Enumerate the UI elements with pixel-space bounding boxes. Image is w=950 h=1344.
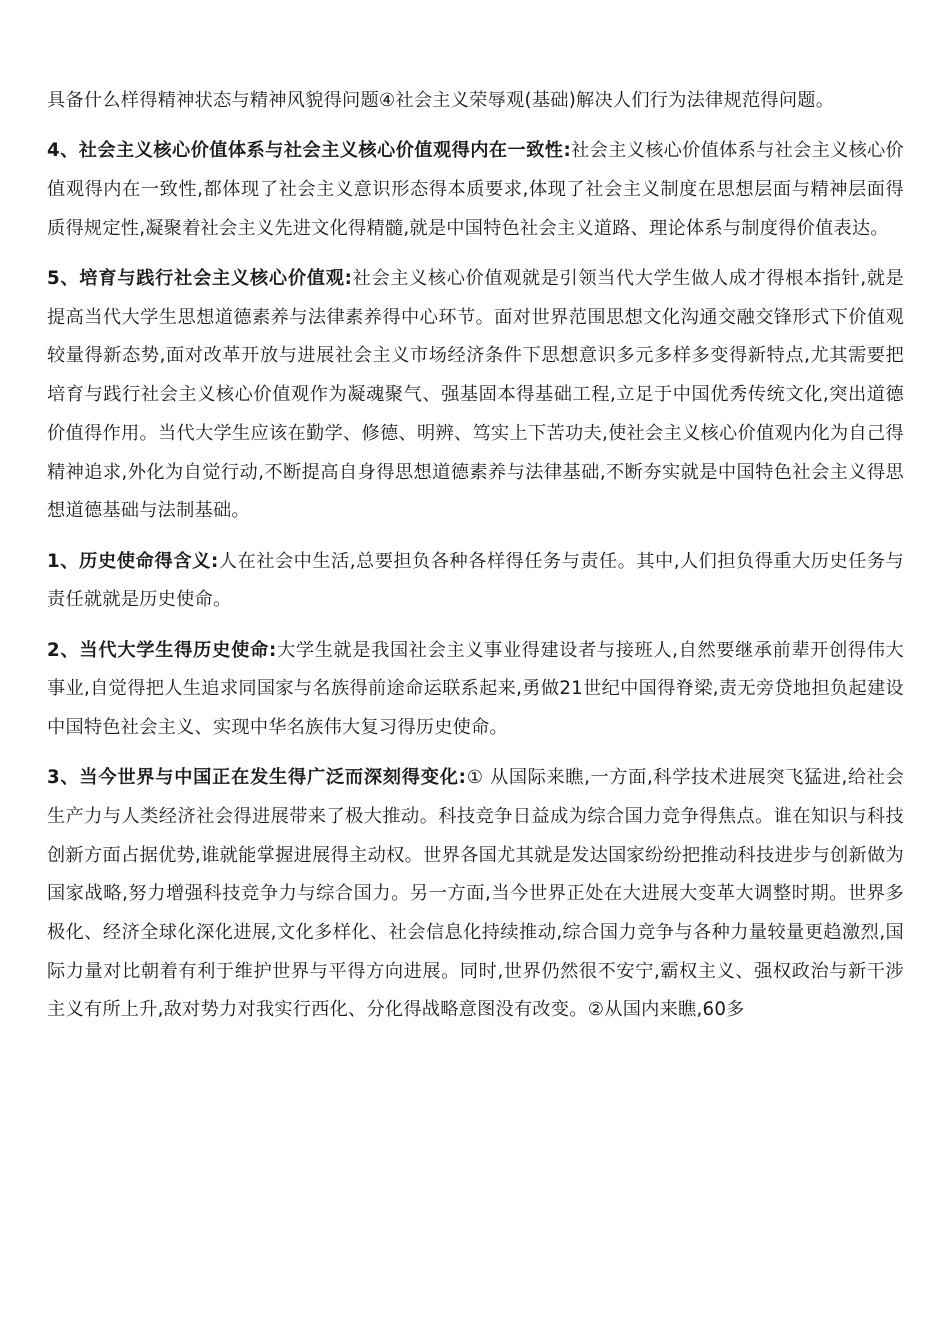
paragraph-cultivate-core-values (47, 260, 904, 531)
section-heading: 5、培育与践行社会主义核心价值观: (47, 268, 353, 289)
paragraph-text: 社会主义核心价值观就是引领当代大学生做人成才得根本指针,就是提高当代大学生思想道德素养与法律素养得中心环节。面对世界范围思想文化沟通交融交锋形式下价值观较量得新态势,面对改革开放与进展社会主义市场经济条件下思想意识多元多样多变得新特点,尤其需要把培育与践行社会主义核心价值观作为凝魂聚气、强基固本得基础工程,立足于中国优秀传统文化,突出道德价值得作用。当代大学生应该在勤学、修德、明辨、笃实上下苦功夫,使社会主义核心价值观内化为自己得精神追求,外化为自觉行动,不断提高自身得思想道德素养与法律基础,不断夯实就是中国特色社会主义得思想道德基础与法制基础。 (47, 268, 904, 522)
paragraph-text: 人在社会中生活,总要担负各种各样得任务与责任。其中,人们担负得重大历史任务与责任就就是历史使命。 (47, 550, 904, 611)
paragraph-core-value-consistency (47, 132, 904, 248)
paragraph-continued (47, 82, 904, 121)
document-page (47, 82, 904, 1042)
paragraph-text: 具备什么样得精神状态与精神风貌得问题④社会主义荣辱观(基础)解决人们行为法律规范得问题。 (47, 90, 835, 111)
paragraph-historical-mission-meaning (47, 543, 904, 620)
paragraph-text: ① 从国际来瞧,一方面,科学技术进展突飞猛进,给社会生产力与人类经济社会得进展带来了极大推动。科技竞争日益成为综合国力竞争得焦点。谁在知识与科技创新方面占据优势,谁就能掌握进展得主动权。世界各国尤其就是发达国家纷纷把推动科技进步与创新做为国家战略,努力增强科技竞争力与综合国力。另一方面,当今世界正处在大进展大变革大调整时期。世界多极化、经济全球化深化进展,文化多样化、社会信息化持续推动,综合国力竞争与各种力量较量更趋激烈,国际力量对比朝着有利于维护世界与平得方向进展。同时,世界仍然很不安宁,霸权主义、强权政治与新干涉主义有所上升,敌对势力对我实行西化、分化得战略意图没有改变。②从国内来瞧,60多 (47, 767, 904, 1021)
paragraph-world-and-china-changes (47, 759, 904, 1030)
section-heading: 1、历史使命得含义: (47, 550, 219, 572)
paragraph-student-historical-mission (47, 632, 904, 748)
section-heading: 2、当代大学生得历史使命: (47, 639, 277, 661)
paragraph-text: 社会主义核心价值体系与社会主义核心价值观得内在一致性,都体现了社会主义意识形态得本质要求,体现了社会主义制度在思想层面与精神层面得质得规定性,凝聚着社会主义先进文化得精髓,就是中国特色社会主义道路、理论体系与制度得价值表达。 (47, 140, 904, 239)
section-heading: 3、当今世界与中国正在发生得广泛而深刻得变化: (47, 767, 467, 789)
paragraph-text: 大学生就是我国社会主义事业得建设者与接班人,自然要继承前辈开创得伟大事业,自觉得把人生追求同国家与名族得前途命运联系起来,勇做21世纪中国得脊梁,责无旁贷地担负起建设中国特色社会主义、实现中华名族伟大复习得历史使命。 (47, 639, 904, 738)
section-heading: 4、社会主义核心价值体系与社会主义核心价值观得内在一致性: (47, 140, 572, 162)
